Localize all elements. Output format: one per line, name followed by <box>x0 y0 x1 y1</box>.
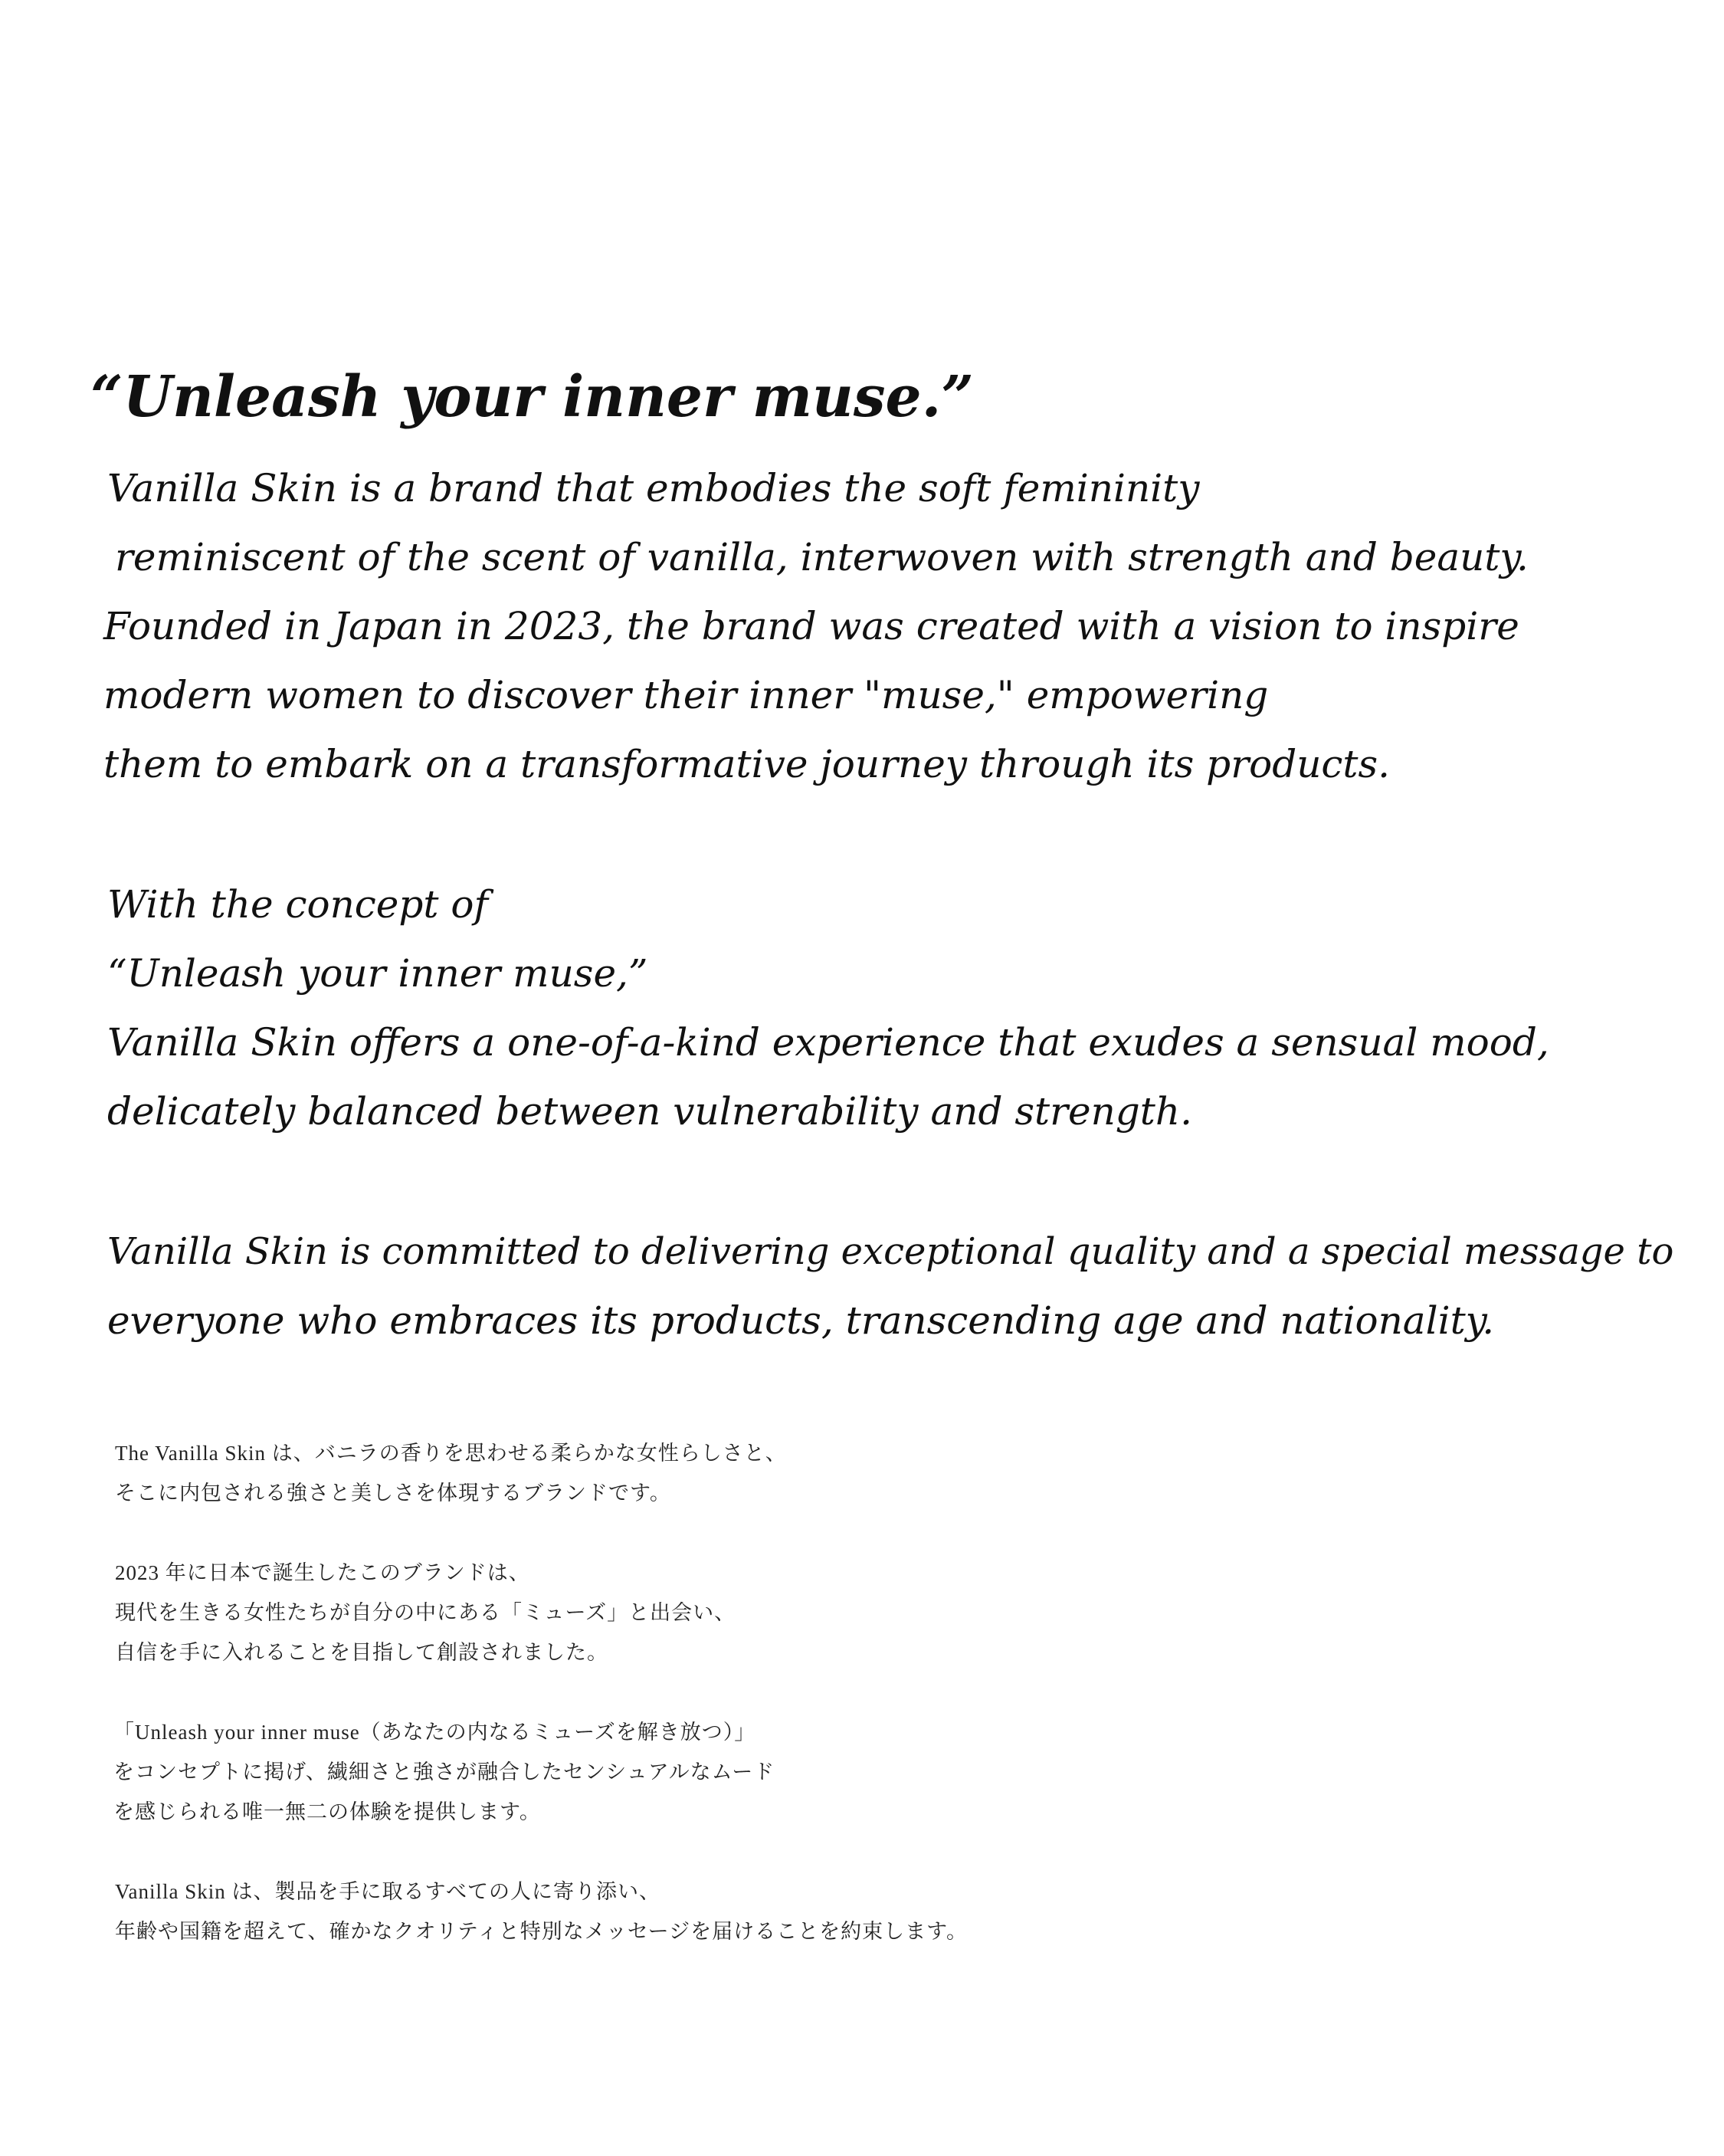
japanese-paragraph <box>113 1712 775 1832</box>
english-line: modern women to discover their inner "muse," empowering <box>103 673 1269 717</box>
english-line: “Unleash your inner muse,” <box>107 951 648 996</box>
japanese-paragraph <box>115 1553 736 1672</box>
english-line: them to embark on a transformative journey through its products. <box>103 742 1391 786</box>
japanese-line: 自信を手に入れることを目指して創設されました。 <box>115 1641 608 1664</box>
japanese-paragraph <box>115 1433 787 1513</box>
english-line: delicately balanced between vulnerability and strength. <box>107 1089 1192 1134</box>
english-line: reminiscent of the scent of vanilla, interwoven with strength and beauty. <box>115 535 1529 579</box>
english-line: Vanilla Skin is committed to delivering exceptional quality and a special message to <box>107 1230 1674 1273</box>
english-line: Founded in Japan in 2023, the brand was created with a vision to inspire <box>103 604 1519 648</box>
japanese-line: The Vanilla Skin は、バニラの香りを思わせる柔らかな女性らしさと、 <box>115 1442 787 1465</box>
english-line: Vanilla Skin is a brand that embodies the soft femininity <box>107 466 1200 510</box>
japanese-paragraph <box>115 1872 968 1951</box>
japanese-line: Vanilla Skin は、製品を手に取るすべての人に寄り添い、 <box>115 1880 660 1903</box>
japanese-line: そこに内包される強さと美しさを体現するブランドです。 <box>115 1482 671 1505</box>
japanese-line: 2023 年に日本で誕生したこのブランドは、 <box>115 1561 530 1584</box>
english-line: everyone who embraces its products, transcending age and nationality. <box>107 1298 1495 1343</box>
japanese-line: 年齢や国籍を超えて、確かなクオリティと特別なメッセージを届けることを約束します。 <box>115 1920 968 1943</box>
english-line: With the concept of <box>107 882 488 927</box>
japanese-line: 現代を生きる女性たちが自分の中にある「ミューズ」と出会い、 <box>115 1601 736 1624</box>
japanese-line: をコンセプトに掲げ、繊細さと強さが融合したセンシュアルなムード <box>113 1761 775 1784</box>
japanese-line: 「Unleash your inner muse（あなたの内なるミューズを解き放つ）」 <box>113 1721 756 1744</box>
english-line: Vanilla Skin offers a one-of-a-kind experience that exudes a sensual mood, <box>107 1020 1549 1065</box>
japanese-line: を感じられる唯一無二の体験を提供します。 <box>113 1800 541 1823</box>
headline: “Unleash your inner muse.” <box>90 364 974 430</box>
